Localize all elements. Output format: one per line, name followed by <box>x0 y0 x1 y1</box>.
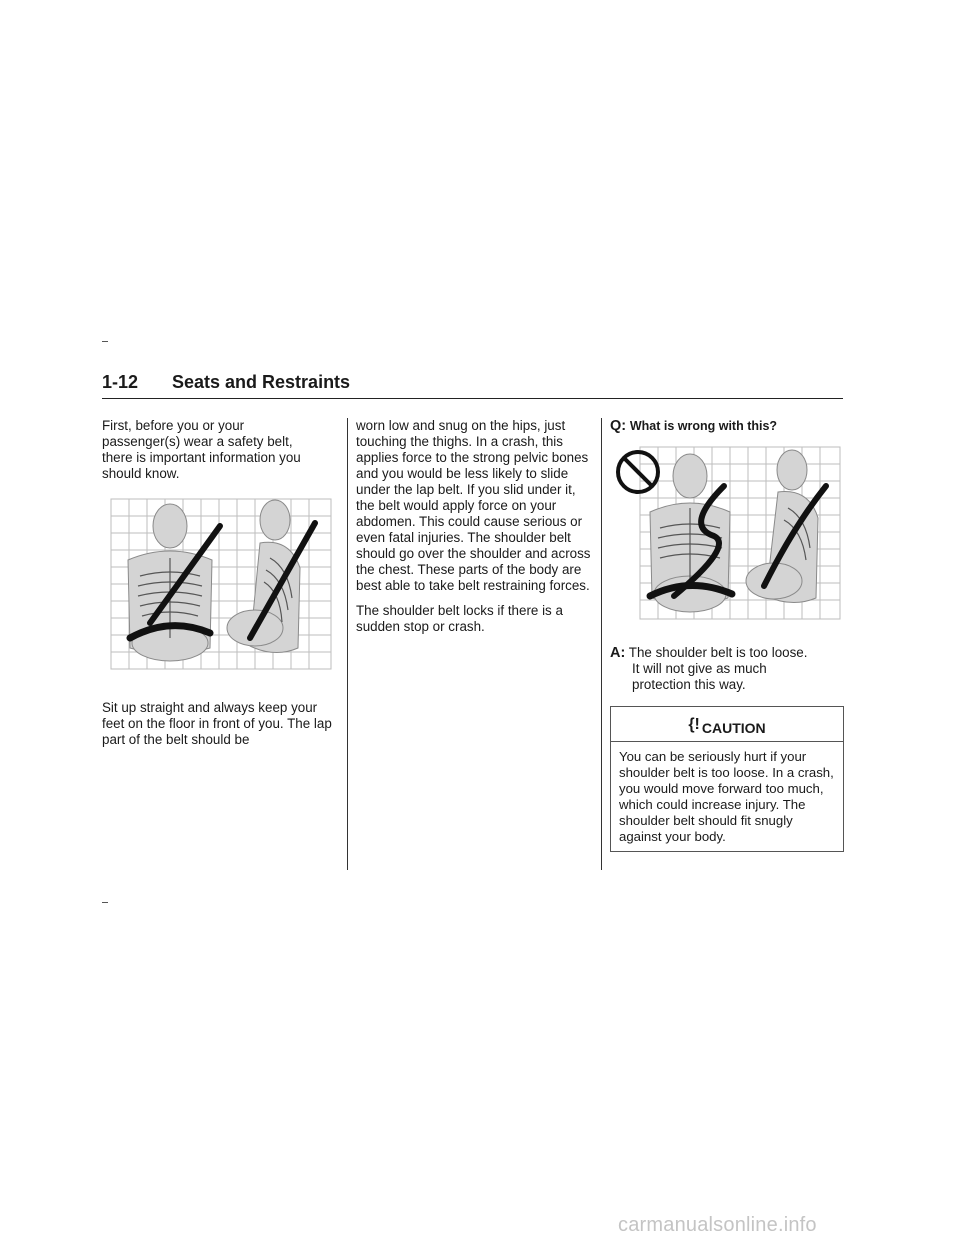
page-number: 1-12 <box>102 372 139 392</box>
question-text: What is wrong with this? <box>629 419 778 433</box>
answer-line-1: The shoulder belt is too loose. <box>628 645 808 660</box>
loose-belt-illustration <box>614 446 842 622</box>
caution-box <box>610 706 844 852</box>
correct-belt-illustration <box>110 498 332 670</box>
belt-position-paragraph: worn low and snug on the hips, just touching the thighs. In a crash, this applies force to the strong pelvic bones and you would be less likely to slide under the lap belt. If you slid under it, the belt would apply force on your abdomen. This could cause serious or even fatal injuries. The shoulder belt should go over the shoulder and across the chest. These parts of the body are best able to take belt restraining forces. <box>356 418 591 593</box>
prohibited-icon <box>618 452 658 492</box>
page-header <box>102 372 843 399</box>
section-title: Seats and Restraints <box>172 372 351 392</box>
warning-icon: {! <box>688 716 700 733</box>
caution-text: You can be seriously hurt if your shoulder belt is too loose. In a crash, you would move forward too much, which could increase injury. The shoulder belt should fit snugly against your body. <box>619 749 834 844</box>
answer-label: A: <box>610 645 626 661</box>
caution-title: CAUTION <box>701 720 766 736</box>
crop-mark-top <box>102 341 108 342</box>
question <box>610 418 777 434</box>
column-divider-2 <box>601 418 602 870</box>
column-2 <box>356 418 591 644</box>
crop-mark-bottom <box>102 902 108 903</box>
answer <box>610 645 843 693</box>
answer-line-3: protection this way. <box>632 677 746 692</box>
question-label: Q: <box>610 418 627 434</box>
column-divider-1 <box>347 418 348 870</box>
answer-line-2: It will not give as much <box>632 661 767 676</box>
intro-paragraph: First, before you or your passenger(s) wear a safety belt, there is important information you should know. <box>102 418 301 481</box>
caution-header <box>611 707 843 742</box>
watermark: carmanualsonline.info <box>618 1214 817 1236</box>
posture-paragraph: Sit up straight and always keep your feet on the floor in front of you. The lap part of the belt should be <box>102 700 332 747</box>
belt-lock-paragraph: The shoulder belt locks if there is a sudden stop or crash. <box>356 603 563 634</box>
